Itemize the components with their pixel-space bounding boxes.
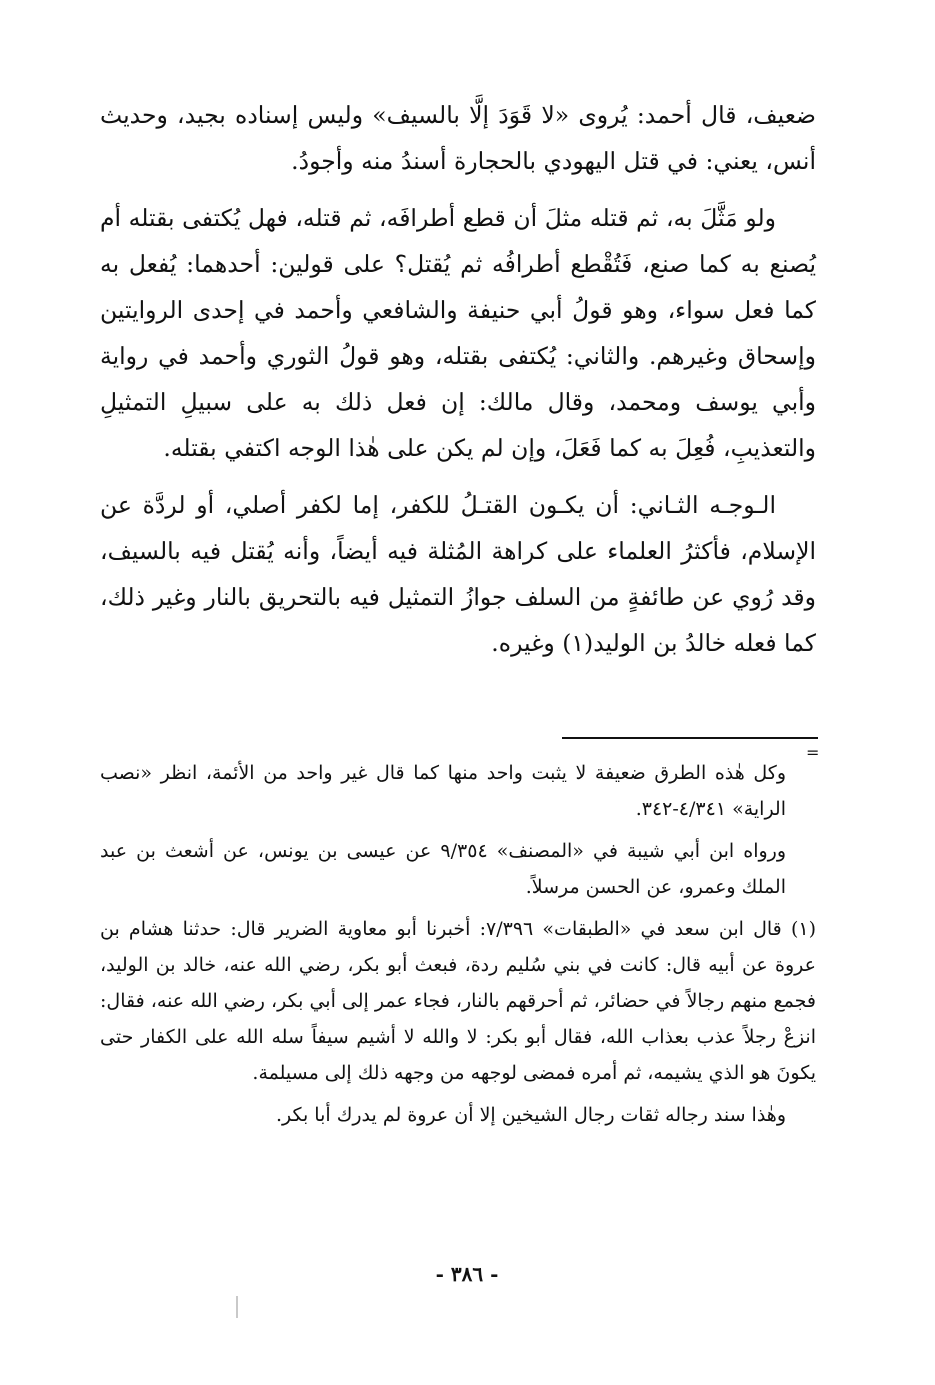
footnote-separator <box>562 737 818 739</box>
scan-artifact <box>236 1296 238 1318</box>
footnote-continuation-mark: = <box>806 743 820 762</box>
footnote-1: (١) قال ابن سعد في «الطبقات» ٧/٣٩٦: أخبرنا أبو معاوية الضرير قال: حدثنا هشام بن عروة عن أبيه قال: كانت في بني سُليم ردة، فبعث أبو بكر، رضي الله عنه، خالد بن الوليد، فجمع منهم رجالاً في حضائر، ثم أحرقهم بالنار، فجاء عمر إلى أبي بكر، رضي الله عنه، فقال: انزعْ رجلاً عذب بعذاب الله، فقال أبو بكر: لا والله لا أشيم سيفاً سله الله على الكفار حتى يكونَ هو الذي يشيمه، ثم أمره فمضى لوجهه من وجهه ذلك إلى مسيلمة. <box>100 918 816 1084</box>
footnotes-section <box>100 755 816 1139</box>
paragraph-mutilation-ruling: ولو مَثَّلَ به، ثم قتله مثلَ أن قطع أطرافَه، ثم قتله، فهل يُكتفى بقتله أم يُصنع به كما صنع، فَتُقْطع أطرافُه ثم يُقتل؟ على قولين: أحدهما: يُفعل به كما فعل سواء، وهو قولُ أبي حنيفة والشافعي وأحمد في إحدى الروايتين وإسحاق وغيرهم. والثاني: يُكتفى بقتله، وهو قولُ الثوري وأحمد في رواية وأبي يوسف ومحمد، وقال مالك: إن فعل ذلك به على سبيلِ التمثيلِ والتعذيبِ، فُعِلَ به كما فَعَلَ، وإن لم يكن على هٰذا الوجه اكتفي بقتله. <box>100 204 816 462</box>
paragraph-second-aspect: الـوجـه الثـاني: أن يكـون القتـلُ للكفر، إما لكفر أصلي، أو لردَّة عن الإسلام، فأكثرُ العلماء على كراهة المُثلة فيه أيضاً، وأنه يُقتل فيه بالسيف، وقد رُوي عن طائفةٍ من السلف جوازُ التمثيل فيه بالتحريق بالنار وغير ذلك، كما فعله خالدُ بن الوليد(١) وغيره. <box>100 491 816 657</box>
footnote-continued-text: ورواه ابن أبي شيبة في «المصنف» ٩/٣٥٤ عن عيسى بن يونس، عن أشعث بن عبد الملك وعمرو، عن الحسن مرسلاً. <box>100 840 786 898</box>
footnote-continued-text: وكل هٰذه الطرق ضعيفة لا يثبت واحد منها كما قال غير واحد من الأئمة، انظر «نصب الراية» ٤/٣٤١-٣٤٢. <box>100 762 786 820</box>
paragraph-continued: ضعيف، قال أحمد: يُروى «لا قَوَدَ إلَّا بالسيف» وليس إسناده بجيد، وحديث أنس، يعني: في قتل اليهودي بالحجارة أسندُ منه وأجودُ. <box>100 101 816 175</box>
page-number: - ٣٨٦ - <box>435 1262 499 1286</box>
footnote-1-comment: وهٰذا سند رجاله ثقات رجال الشيخين إلا أن عروة لم يدرك أبا بكر. <box>275 1104 786 1126</box>
main-text-body <box>100 92 816 677</box>
